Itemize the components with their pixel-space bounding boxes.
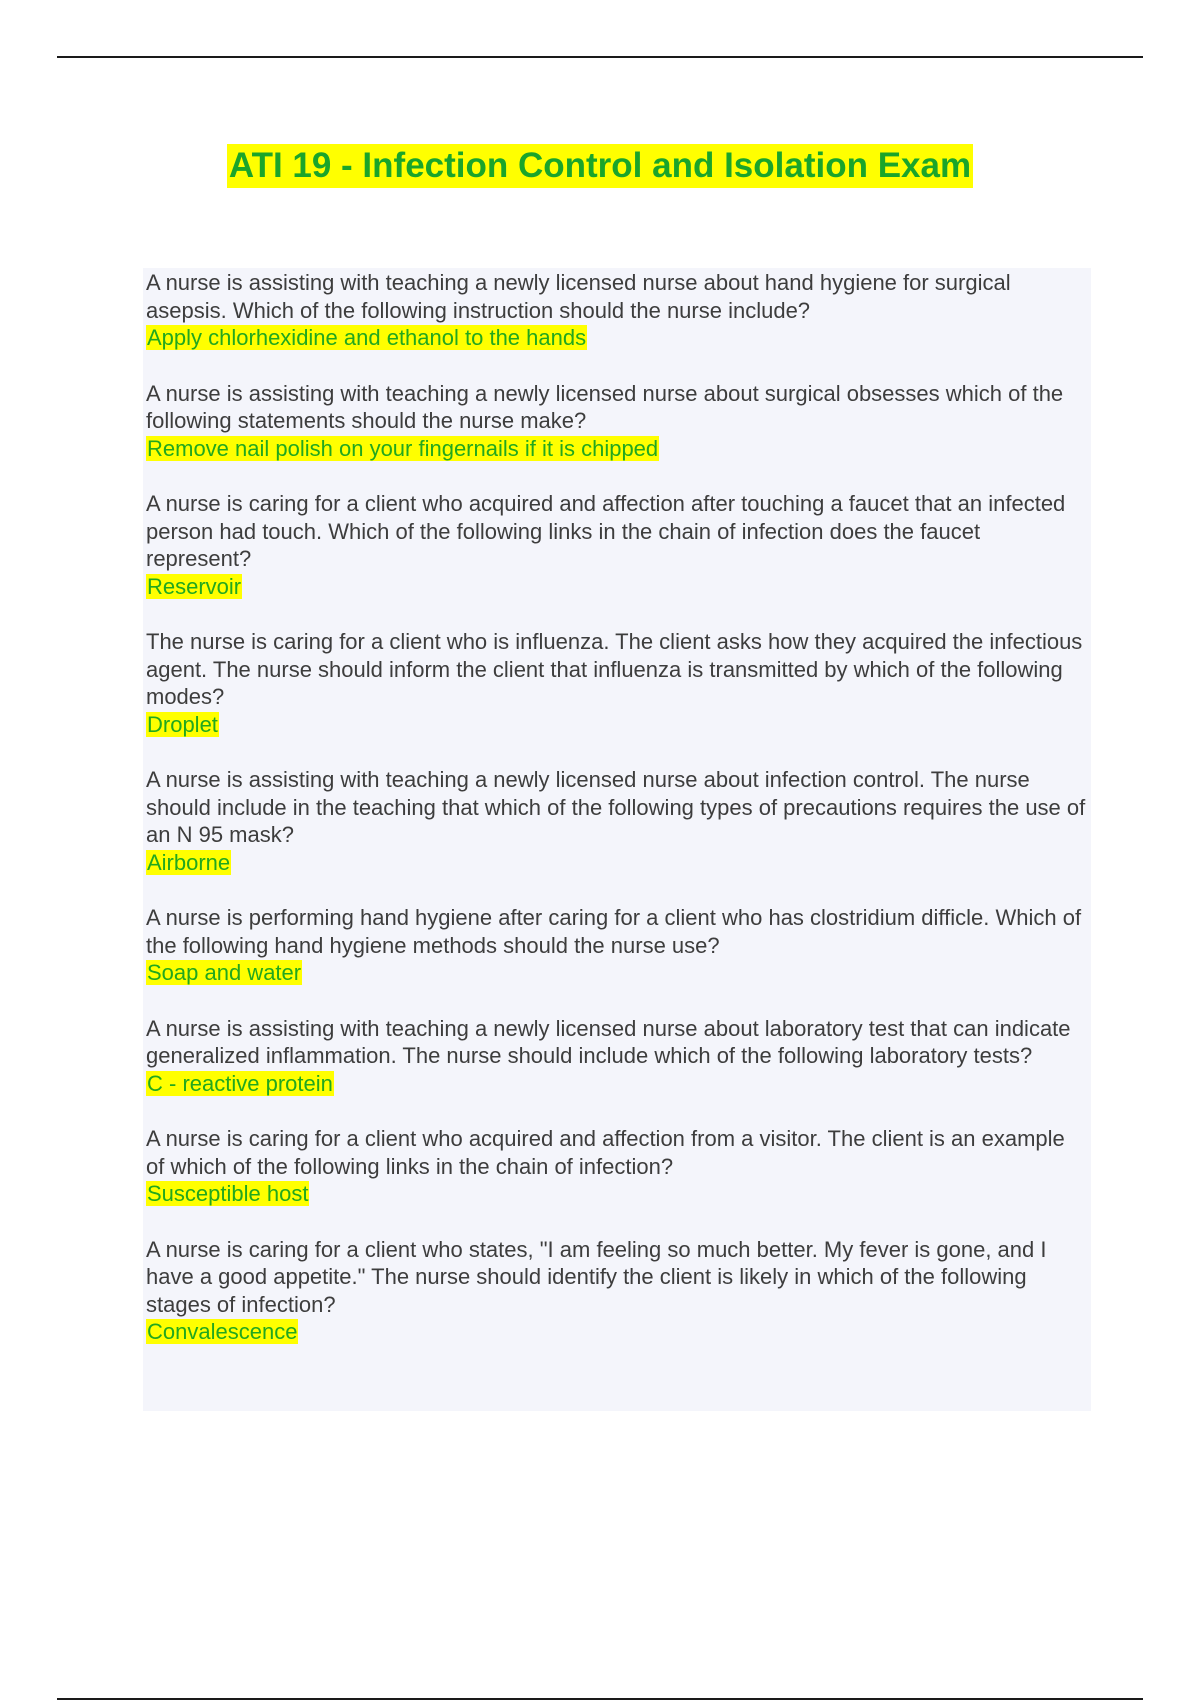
qa-item — [146, 490, 1087, 600]
answer-line — [146, 959, 1087, 987]
qa-item — [146, 1236, 1087, 1346]
answer-line — [146, 435, 1087, 463]
question-text: A nurse is assisting with teaching a newly licensed nurse about laboratory test that can indicate generalized inflammation. The nurse should include which of the following laboratory tests? — [146, 1015, 1071, 1068]
qa-item — [146, 904, 1087, 987]
question-text: A nurse is performing hand hygiene after caring for a client who has clostridium difficle. Which of the following hand hygiene methods should the nurse use? — [146, 905, 1082, 958]
page-title: ATI 19 - Infection Control and Isolation Exam — [227, 144, 973, 188]
top-rule — [57, 56, 1143, 58]
answer-text: Remove nail polish on your fingernails if it is chipped — [147, 435, 659, 461]
qa-panel — [143, 268, 1091, 1411]
answer-line — [146, 324, 1087, 352]
question-text: A nurse is assisting with teaching a newly licensed nurse about surgical obsesses which of the following statements should the nurse make? — [146, 380, 1064, 433]
qa-item — [146, 628, 1087, 738]
qa-item — [146, 269, 1087, 352]
answer-line — [146, 1070, 1087, 1098]
answer-text: Reservoir — [147, 573, 242, 599]
question-text: A nurse is assisting with teaching a newly licensed nurse about infection control. The nurse should include in the teaching that which of the following types of precautions requires the use of an N 95 mask? — [146, 767, 1086, 847]
qa-item — [146, 1015, 1087, 1098]
answer-line — [146, 711, 1087, 739]
qa-item — [146, 380, 1087, 463]
answer-text: Apply chlorhexidine and ethanol to the hands — [147, 325, 587, 350]
answer-line — [146, 849, 1087, 877]
answer-text: Airborne — [147, 849, 231, 875]
answer-text: Susceptible host — [147, 1181, 309, 1206]
answer-text: Soap and water — [147, 960, 302, 985]
question-text: A nurse is caring for a client who acquired and affection after touching a faucet that an infected person had touch. Which of the following links in the chain of infection does the faucet represent? — [146, 491, 1066, 571]
question-text: A nurse is assisting with teaching a newly licensed nurse about hand hygiene for surgical asepsis. Which of the following instruction should the nurse include? — [146, 270, 1011, 323]
qa-item — [146, 766, 1087, 876]
answer-text: Droplet — [147, 711, 218, 737]
qa-item — [146, 1125, 1087, 1208]
answer-line — [146, 573, 1087, 601]
answer-line — [146, 1318, 1087, 1346]
answer-text: Convalescence — [147, 1319, 298, 1344]
answer-text: C - reactive protein — [147, 1070, 333, 1096]
question-text: A nurse is caring for a client who states, "I am feeling so much better. My fever is gone, and I have a good appetite." The nurse should identify the client is likely in which of the following stages of infection? — [146, 1236, 1047, 1317]
answer-line — [146, 1180, 1087, 1208]
question-text: The nurse is caring for a client who is influenza. The client asks how they acquired the infectious agent. The nurse should inform the client that influenza is transmitted by which of the following modes? — [146, 629, 1083, 709]
title-block — [0, 144, 1200, 188]
question-text: A nurse is caring for a client who acquired and affection from a visitor. The client is an example of which of the following links in the chain of infection? — [146, 1126, 1065, 1179]
